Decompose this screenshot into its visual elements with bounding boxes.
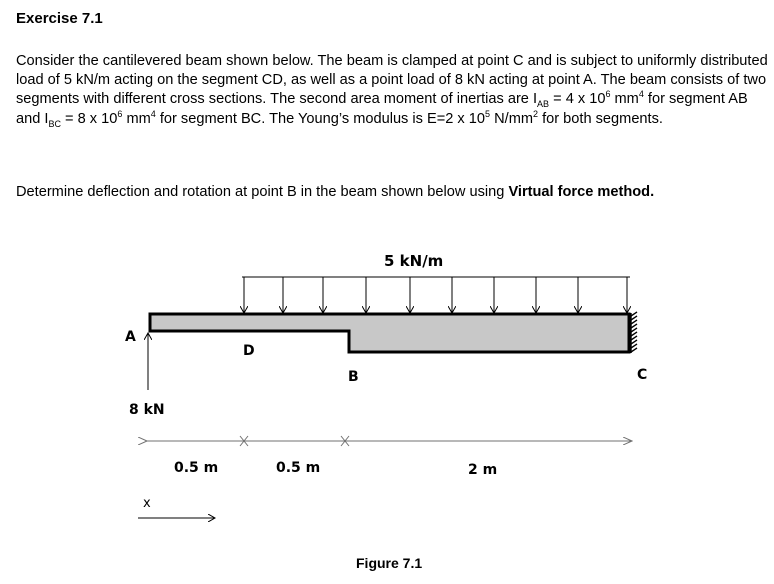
task-text: Determine deflection and rotation at point B in the beam shown below using [16, 184, 509, 200]
method-name: Virtual force method. [508, 184, 655, 200]
support-hatch [631, 328, 637, 332]
support-hatch [631, 340, 637, 344]
support-hatch [631, 344, 637, 348]
stmt-part: for both segments. [538, 110, 663, 127]
stmt-part: Consider the cantilevered beam shown below. The beam is clamped at point C and is subject to uniformly distributed load of 5 kN/m acting on the segment CD, as well as a point load of 8 kN acting at point A. The beam consists of two segments with different cross sections. The second area moment of inertias are I [16, 53, 768, 108]
point-load-label: 8 kN [129, 402, 165, 418]
fixed-support [631, 312, 637, 353]
dim-label-bc: 2 m [468, 462, 498, 478]
point-c-label: C [637, 367, 648, 383]
beam [150, 314, 629, 352]
dim-label-ad: 0.5 m [174, 460, 219, 476]
exponent: 2 [533, 108, 539, 119]
exponent: 4 [638, 89, 644, 100]
support-hatch [631, 336, 637, 340]
exponent: 6 [605, 89, 611, 100]
stmt-part: = 8 x 10 [60, 110, 118, 127]
exponent: 4 [150, 108, 156, 119]
subscript-bc: BC [48, 118, 61, 129]
subscript-ab: AB [537, 99, 550, 110]
support-hatch [631, 332, 637, 336]
support-hatch [631, 316, 637, 320]
stmt-part: mm [610, 91, 639, 108]
stmt-part: mm [122, 110, 151, 127]
exponent: 5 [485, 108, 491, 119]
point-d-label: D [243, 343, 255, 359]
exponent: 6 [117, 108, 123, 119]
stmt-part: for segment BC. The Young’s modulus is E=2 x 10 [155, 110, 486, 127]
point-a-label: A [125, 329, 136, 345]
dim-label-db: 0.5 m [276, 460, 321, 476]
exercise-title: Exercise 7.1 [16, 10, 103, 27]
point-b-label: B [348, 369, 359, 385]
stmt-part: N/mm [490, 110, 534, 127]
support-hatch [631, 320, 637, 324]
support-hatch [631, 348, 637, 352]
x-axis-label: x [143, 496, 151, 511]
support-hatch [631, 312, 637, 316]
support-hatch [631, 324, 637, 328]
stmt-part: for segment AB and I [16, 91, 748, 127]
dimension-line [147, 436, 632, 446]
figure-caption: Figure 7.1 [356, 555, 423, 571]
udl-label: 5 kN/m [384, 252, 444, 270]
distributed-load [242, 277, 630, 313]
stmt-part: = 4 x 10 [549, 91, 606, 108]
